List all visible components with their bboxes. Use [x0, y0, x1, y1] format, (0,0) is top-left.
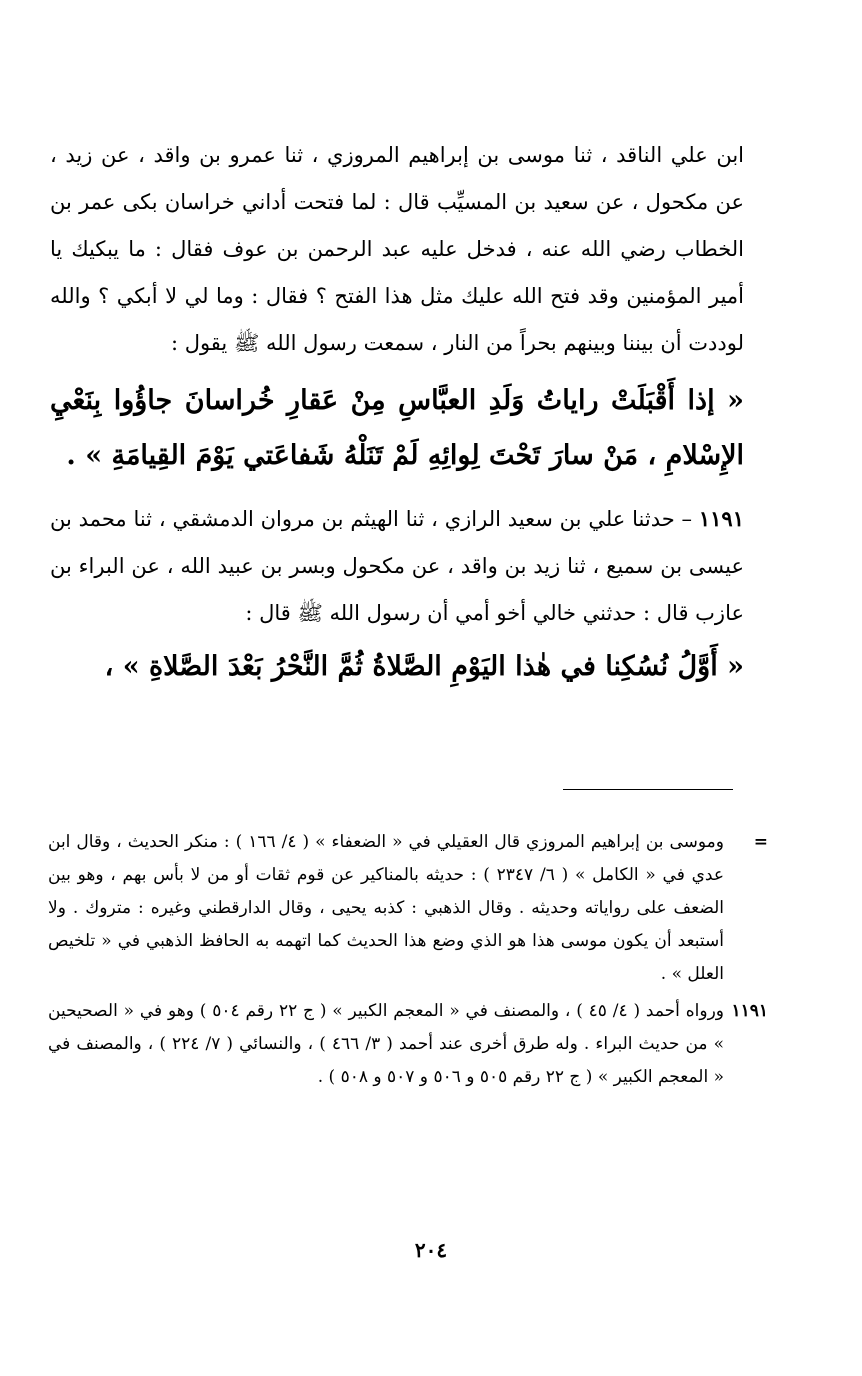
footnote-marker: ١١٩١ [731, 1001, 768, 1021]
footnote-item [48, 995, 768, 1094]
paragraph-isnad-2 [50, 495, 744, 637]
footnotes [48, 826, 768, 1098]
footnote-item [48, 826, 768, 991]
hadith-number: ١١٩١ [698, 506, 744, 531]
footnote-marker: = [753, 832, 768, 852]
footnote-separator [563, 789, 733, 790]
footnote-text: ورواه أحمد ( ٤/ ٤٥ ) ، والمصنف في « المعجم الكبير » ( ج ٢٢ رقم ٥٠٤ ) وهو في « الصحيحين » من حديث البراء . وله طرق أخرى عند أحمد ( ٣/ ٤٦٦ ) ، والنسائي ( ٧/ ٢٢٤ ) ، والمصنف في « المعجم الكبير » ( ج ٢٢ رقم ٥٠٥ و ٥٠٦ و ٥٠٧ و ٥٠٨ ) . [48, 1001, 724, 1087]
paragraph-isnad-1: ابن علي الناقد ، ثنا موسى بن إبراهيم المروزي ، ثنا عمرو بن واقد ، عن زيد ، عن مكحول ، عن سعيد بن المسيِّب قال : لما فتحت أداني خراسان بكى عمر بن الخطاب رضي الله عنه ، فدخل عليه عبد الرحمن بن عوف فقال : ما يبكيك يا أمير المؤمنين وقد فتح الله عليك مثل هذا الفتح ؟ فقال : وما لي لا أبكي ؟ والله لوددت أن بيننا وبينهم بحراً من النار ، سمعت رسول الله ﷺ يقول : [50, 143, 744, 355]
footnote-text: وموسى بن إبراهيم المروزي قال العقيلي في « الضعفاء » ( ٤/ ١٦٦ ) : منكر الحديث ، وقال ابن عدي في « الكامل » ( ٦/ ٢٣٤٧ ) : حديثه بالمناكير عن قوم ثقات أو من لا بأس بهم ، وهو بين الضعف على رواياته وحديثه . وقال الذهبي : كذبه يحيى ، وقال الدارقطني وغيره : متروك . ولا أستبعد أن يكون موسى هذا هو الذي وضع هذا الحديث كما اتهمه به الحافظ الذهبي في « تلخيص العلل » . [48, 832, 724, 984]
page-number: ٢٠٤ [414, 1238, 448, 1262]
hadith-text-1: « إذا أَقْبَلَتْ راياتُ وَلَدِ العبَّاسِ مِنْ عَقارِ خُراسانَ جاؤُوا بِنَعْيِ الإِسْلامِ ، مَنْ سارَ تَحْتَ لِوائِهِ لَمْ تَنَلْهُ شَفاعَتي يَوْمَ القِيامَةِ » . [50, 385, 744, 471]
isnad-text-2: – حدثنا علي بن سعيد الرازي ، ثنا الهيثم بن مروان الدمشقي ، ثنا محمد بن عيسى بن سميع ، ثنا زيد بن واقد ، عن مكحول وبسر بن عبيد الله ، عن البراء بن عازب قال : حدثني خالي أخو أمي أن رسول الله ﷺ قال : [50, 507, 744, 625]
hadith-text-2: « أَوَّلُ نُسُكِنا في هٰذا اليَوْمِ الصَّلاةُ ثُمَّ النَّحْرُ بَعْدَ الصَّلاةِ » ، [104, 651, 744, 682]
main-text [50, 132, 744, 706]
